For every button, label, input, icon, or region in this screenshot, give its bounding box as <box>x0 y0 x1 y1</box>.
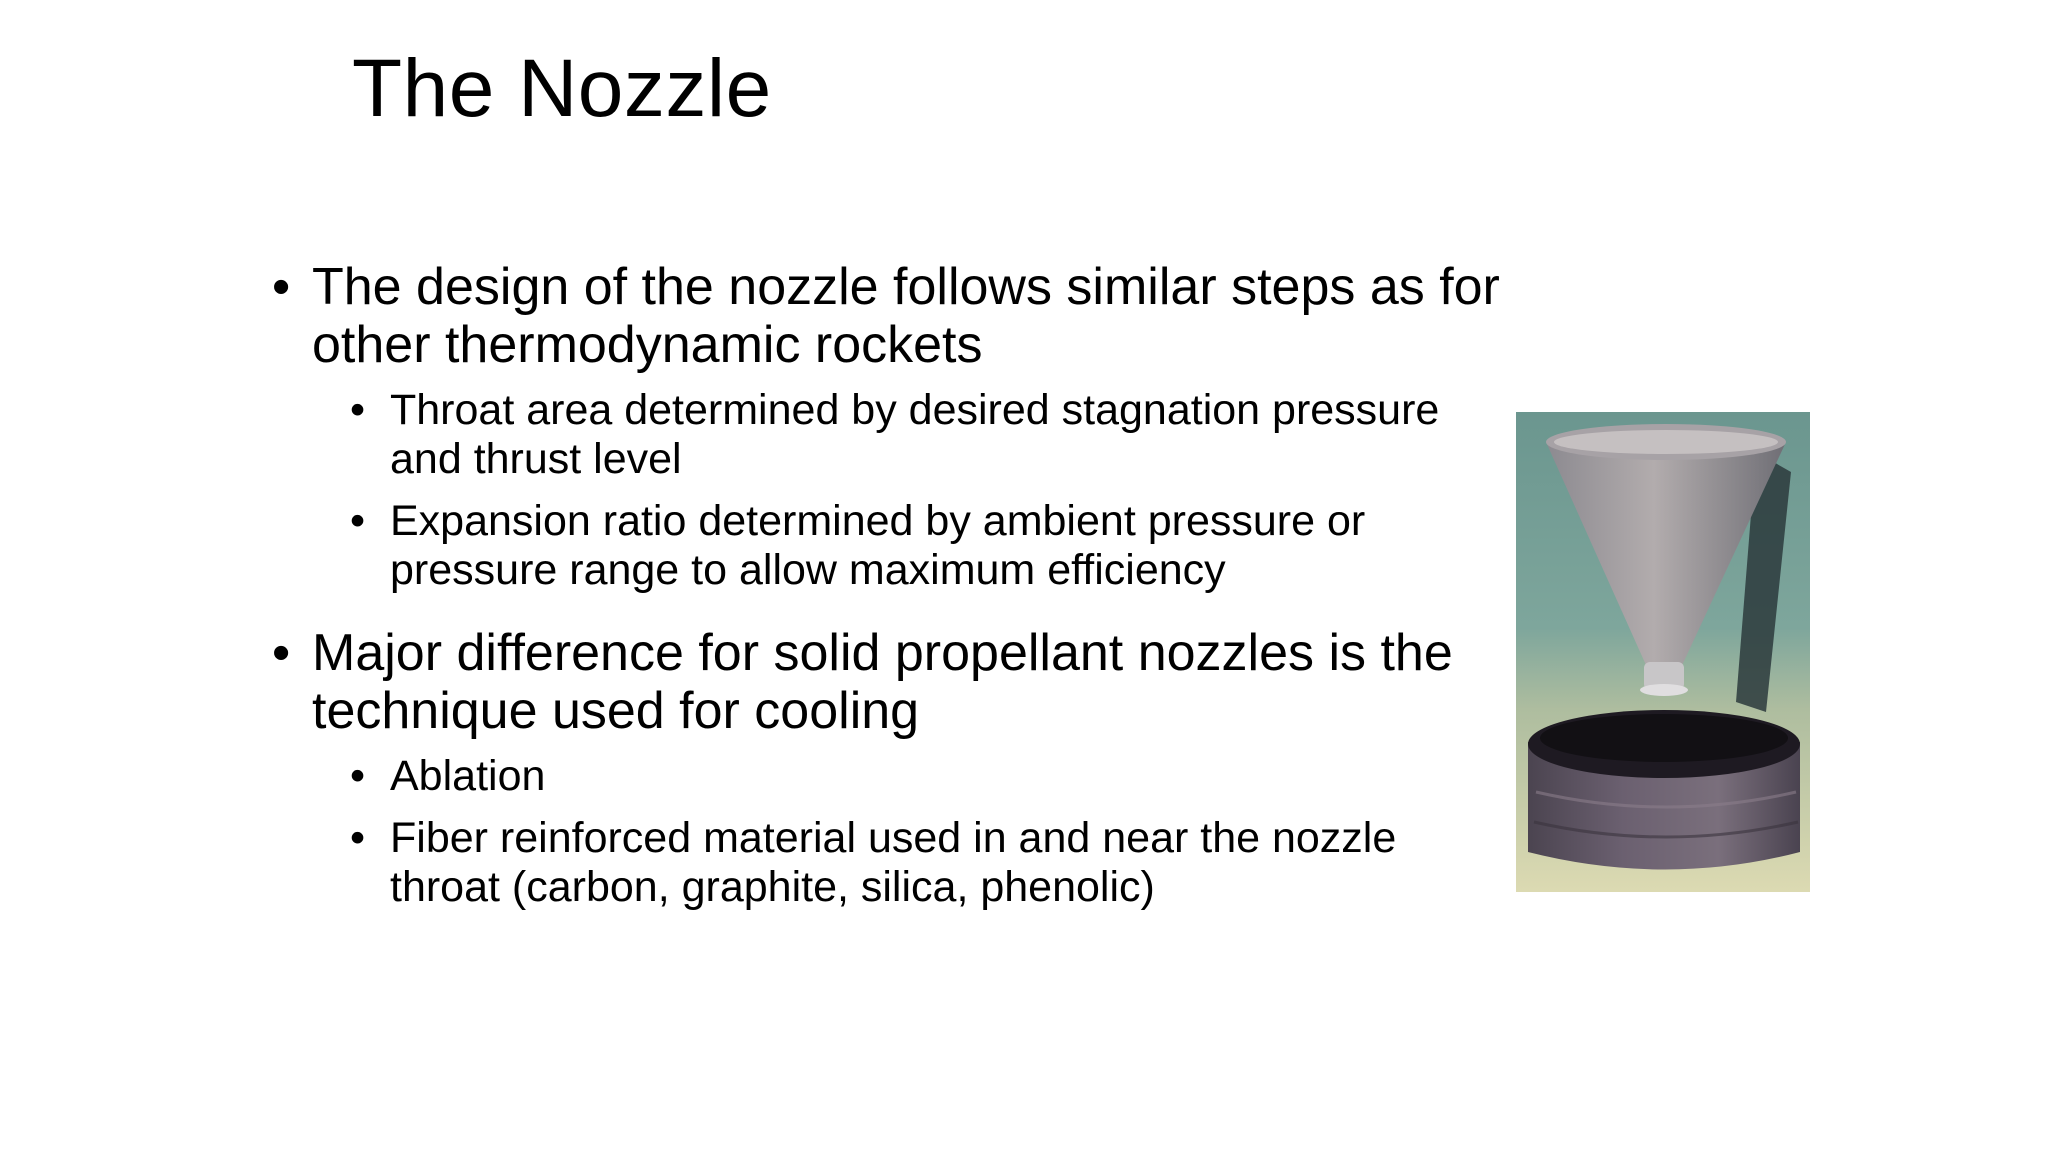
bullet-level1-major-difference <box>266 624 1506 740</box>
bullet-text: Ablation <box>390 752 546 800</box>
bullet-level2-ablation <box>344 752 1506 801</box>
slide-title: The Nozzle <box>352 43 772 134</box>
bullet-dot-icon: • <box>350 814 366 862</box>
bullet-dot-icon: • <box>350 497 366 545</box>
bullet-text: Fiber reinforced material used in and near the nozzle throat (carbon, graphite, silica, phenolic) <box>390 814 1397 911</box>
bullet-level2-fiber-reinforced <box>344 814 1506 912</box>
bullet-level2-expansion-ratio <box>344 497 1506 595</box>
rocket-nozzle-photo-icon <box>1516 412 1810 892</box>
bullet-text: The design of the nozzle follows similar steps as for other thermodynamic rockets <box>312 258 1500 374</box>
rocket-nozzle-photo <box>1516 412 1810 892</box>
bullet-text: Major difference for solid propellant nozzles is the technique used for cooling <box>312 624 1453 740</box>
spacer <box>266 608 1506 624</box>
bullet-list <box>266 258 1506 925</box>
bullet-text: Expansion ratio determined by ambient pressure or pressure range to allow maximum efficiency <box>390 497 1366 594</box>
bullet-text: Throat area determined by desired stagnation pressure and thrust level <box>390 386 1440 483</box>
bullet-level1-design <box>266 258 1506 374</box>
bullet-dot-icon: • <box>350 386 366 434</box>
bullet-level2-throat-area <box>344 386 1506 484</box>
bullet-dot-icon: • <box>272 624 291 682</box>
bullet-dot-icon: • <box>350 752 366 800</box>
bullet-dot-icon: • <box>272 258 291 316</box>
